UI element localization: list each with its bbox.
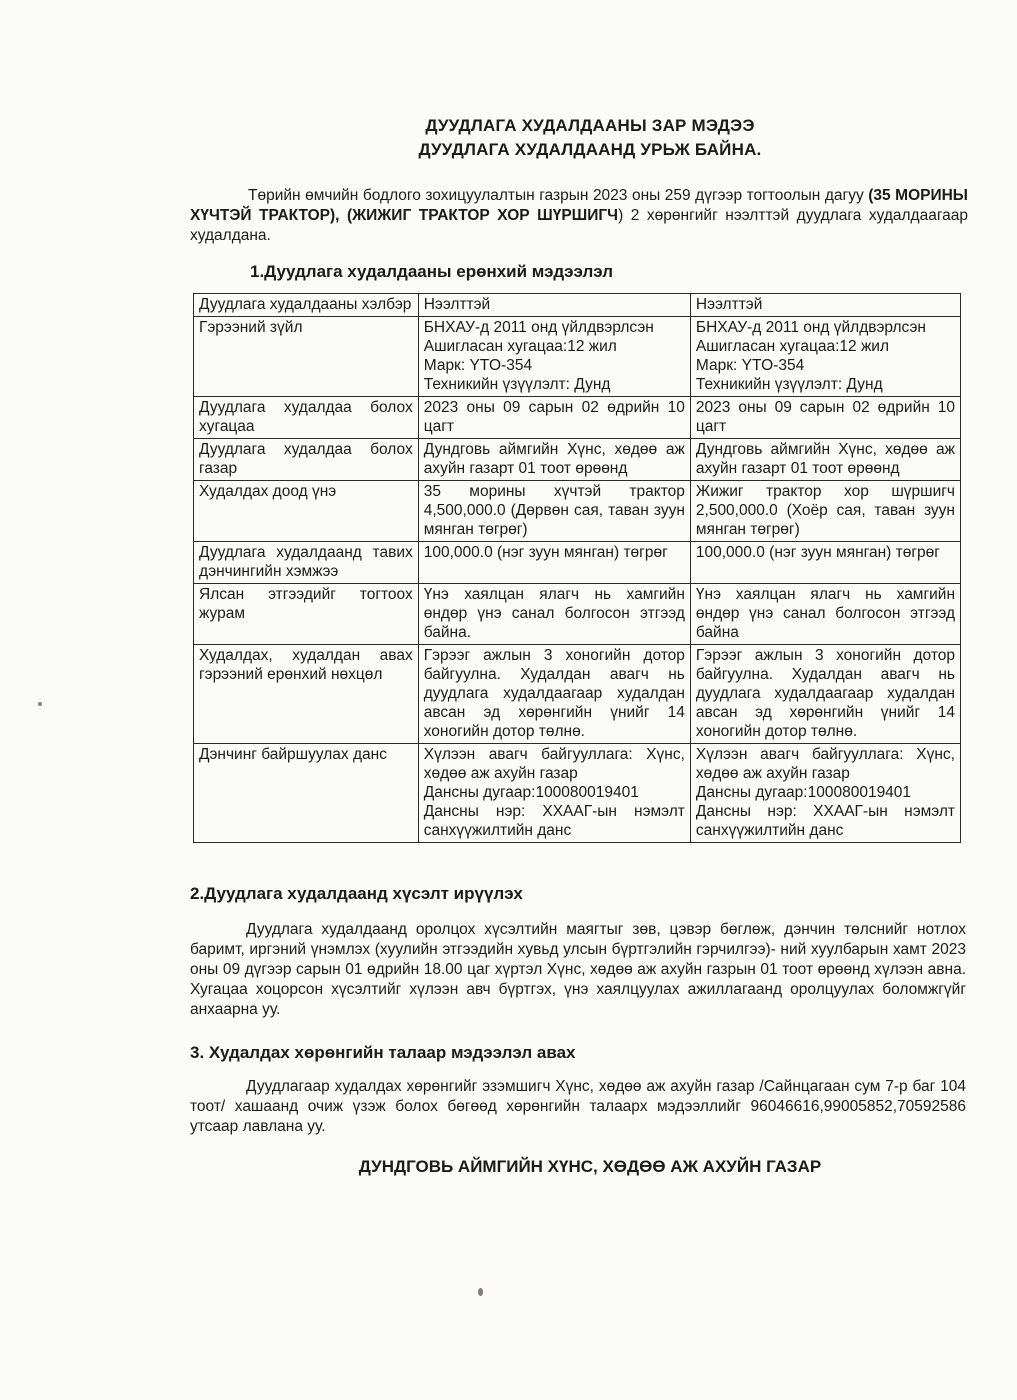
- tractor-value-cell: [418, 645, 690, 744]
- row-label: Дуудлага худалдааны хэлбэр: [194, 294, 419, 317]
- table-row: [194, 317, 961, 397]
- section2-title: 2.Дуудлага худалдаанд хүсэлт ирүүлэх: [190, 884, 523, 903]
- cell-line: 2023 оны 09 сарын 02 өдрийн 10 цагт: [695, 399, 955, 435]
- cell-line: Марк: YTO-354: [695, 357, 805, 374]
- section3-paragraph: [190, 1077, 966, 1137]
- cell-line: 100,000.0 (нэг зуун мянган) төгрөг: [695, 544, 940, 561]
- intro-text-1: Төрийн өмчийн бодлого зохицуулалтын газрын 2023 оны 259 дүгээр тогтоолын дагуу: [248, 187, 869, 204]
- tractor-value-cell: [418, 294, 690, 317]
- sprayer-value-cell: [690, 294, 960, 317]
- cell-line: Техникийн үзүүлэлт: Дунд: [695, 376, 883, 393]
- table-row: [194, 542, 961, 584]
- cell-line: Хүлээн авагч байгууллага: Хүнс, хөдөө аж ахуйн газар: [695, 746, 955, 782]
- table-row: [194, 645, 961, 744]
- cell-line: Гэрээг ажлын 3 хоногийн дотор байгуулна. Худалдан авагч нь дуудлага худалдаагаар худалдан авсан эд хөрөнгийн үнийг 14 хоногийн дотор төлнө.: [423, 647, 685, 740]
- cell-line: Марк: YTO-354: [423, 357, 533, 374]
- cell-line: Дундговь аймгийн Хүнс, хөдөө аж ахуйн газарт 01 тоот өрөөнд: [695, 441, 955, 477]
- section3-text: Дуудлагаар худалдах хөрөнгийг эзэмшигч Хүнс, хөдөө аж ахуйн газар /Сайнцагаан сум 7-р баг 104 тоот/ хашаанд очиж үзэж болох бөгөөд хөрөнгийн талаарх мэдээллийг 96046616,99005852,70592586 утсаар лавлана уу.: [190, 1078, 966, 1135]
- table-row: [194, 744, 961, 843]
- sprayer-value-cell: [690, 397, 960, 439]
- cell-line: Техникийн үзүүлэлт: Дунд: [423, 376, 611, 393]
- table-row: [194, 439, 961, 481]
- tractor-value-cell: [418, 481, 690, 542]
- cell-line: БНХАУ-д 2011 онд үйлдвэрлсэн: [423, 319, 654, 336]
- tractor-value-cell: [418, 397, 690, 439]
- sprayer-value-cell: [690, 481, 960, 542]
- table-row: [194, 397, 961, 439]
- cell-line: Ашигласан хугацаа:12 жил: [423, 338, 617, 355]
- doc-title-line2: ДУУДЛАГА ХУДАЛДААНД УРЬЖ БАЙНА.: [418, 140, 762, 159]
- section2-paragraph: [190, 920, 966, 1020]
- cell-line: Дундговь аймгийн Хүнс, хөдөө аж ахуйн газарт 01 тоот өрөөнд: [423, 441, 685, 477]
- intro-paragraph: [190, 186, 968, 246]
- doc-title-line1: ДУУДЛАГА ХУДАЛДААНЫ ЗАР МЭДЭЭ: [425, 116, 755, 135]
- intro-bold-assets: (35 МОРИНЫ ХҮЧТЭЙ ТРАКТОР), (ЖИЖИГ ТРАКТОР ХОР ШҮРШИГЧ: [190, 187, 968, 224]
- intro-text-2: ) 2 хөрөнгийг нээлттэй дуудлага худалдаагаар худалдана.: [190, 207, 969, 244]
- row-label: Дэнчинг байршуулах данс: [194, 744, 419, 843]
- cell-line: Дансны дугаар:100080019401: [695, 784, 912, 801]
- auction-info-table: [193, 293, 961, 843]
- cell-line: Жижиг трактор хор шүршигч 2,500,000.0 (Хоёр сая, таван зуун мянган төгрөг): [695, 483, 955, 538]
- table-row: [194, 481, 961, 542]
- cell-line: Хүлээн авагч байгууллага: Хүнс, хөдөө аж ахуйн газар: [423, 746, 685, 782]
- table-row: [194, 294, 961, 317]
- cell-line: Нээлттэй: [695, 296, 763, 313]
- row-label: Дуудлага худалдаа болох хугацаа: [194, 397, 419, 439]
- row-label: Гэрээний зүйл: [194, 317, 419, 397]
- cell-line: Дансны нэр: ХХААГ-ын нэмэлт санхүүжилтийн данс: [695, 803, 955, 839]
- cell-line: Ашигласан хугацаа:12 жил: [695, 338, 890, 355]
- section2-text: Дуудлага худалдаанд оролцох хүсэлтийн маягтыг зөв, цэвэр бөглөж, дэнчин төлснийг нотлох баримт, иргэний үнэмлэх (хуулийн этгээдийн хувьд улсын бүртгэлийн гэрчилгээ)- ний хуулбарын хамт 2023 оны 09 дүгээр сарын 01 өдрийн 18.00 цаг хүртэл Хүнс, хөдөө аж ахуйн газрын 01 тоот өрөөнд хүлээн авна. Хугацаа хоцорсон хүсэлтийг хүлээн авч бүртгэх, үнэ хаялцуулах ажиллагаанд оролцуулах боломжгүйг анхаарна уу.: [190, 921, 966, 1018]
- tractor-value-cell: [418, 439, 690, 481]
- section3-title: 3. Худалдах хөрөнгийн талаар мэдээлэл авах: [190, 1043, 576, 1062]
- cell-line: Нээлттэй: [423, 296, 491, 313]
- sprayer-value-cell: [690, 439, 960, 481]
- table-row: [194, 584, 961, 645]
- sprayer-value-cell: [690, 317, 960, 397]
- cell-line: 2023 оны 09 сарын 02 өдрийн 10 цагт: [423, 399, 685, 435]
- row-label: Дуудлага худалдаа болох газар: [194, 439, 419, 481]
- scan-speck-left: [38, 702, 42, 706]
- sprayer-value-cell: [690, 584, 960, 645]
- cell-line: 35 морины хүчтэй трактор 4,500,000.0 (Дөрвөн сая, таван зуун мянган төгрөг): [423, 483, 685, 538]
- row-label: Дуудлага худалдаанд тавих дэнчингийн хэмжээ: [194, 542, 419, 584]
- tractor-value-cell: [418, 584, 690, 645]
- scan-speck-bottom: [478, 1288, 483, 1296]
- row-label: Худалдах доод үнэ: [194, 481, 419, 542]
- cell-line: Дансны нэр: ХХААГ-ын нэмэлт санхүүжилтийн данс: [423, 803, 685, 839]
- tractor-value-cell: [418, 317, 690, 397]
- sprayer-value-cell: [690, 744, 960, 843]
- cell-line: Дансны дугаар:100080019401: [423, 784, 639, 801]
- sprayer-value-cell: [690, 542, 960, 584]
- section1-title: 1.Дуудлага худалдааны ерөнхий мэдээлэл: [250, 262, 614, 281]
- cell-line: БНХАУ-д 2011 онд үйлдвэрлсэн: [695, 319, 926, 336]
- tractor-value-cell: [418, 542, 690, 584]
- sprayer-value-cell: [690, 645, 960, 744]
- tractor-value-cell: [418, 744, 690, 843]
- cell-line: Гэрээг ажлын 3 хоногийн дотор байгуулна. Худалдан авагч нь дуудлага худалдаагаар худалдан авсан эд хөрөнгийн үнийг 14 хоногийн дотор төлнө.: [695, 647, 955, 740]
- auction-info-table-body: [194, 294, 961, 843]
- cell-line: Үнэ хаялцан ялагч нь хамгийн өндөр үнэ санал болгосон этгээд байна: [695, 586, 955, 641]
- row-label: Худалдах, худалдан авах гэрээний ерөнхий нөхцөл: [194, 645, 419, 744]
- row-label: Ялсан этгээдийг тогтоох журам: [194, 584, 419, 645]
- cell-line: Үнэ хаялцан ялагч нь хамгийн өндөр үнэ санал болгосон этгээд байна.: [423, 586, 685, 641]
- cell-line: 100,000.0 (нэг зуун мянган) төгрөг: [423, 544, 668, 561]
- footer-organization: ДУНДГОВЬ АЙМГИЙН ХҮНС, ХӨДӨӨ АЖ АХУЙН ГАЗАР: [358, 1157, 822, 1176]
